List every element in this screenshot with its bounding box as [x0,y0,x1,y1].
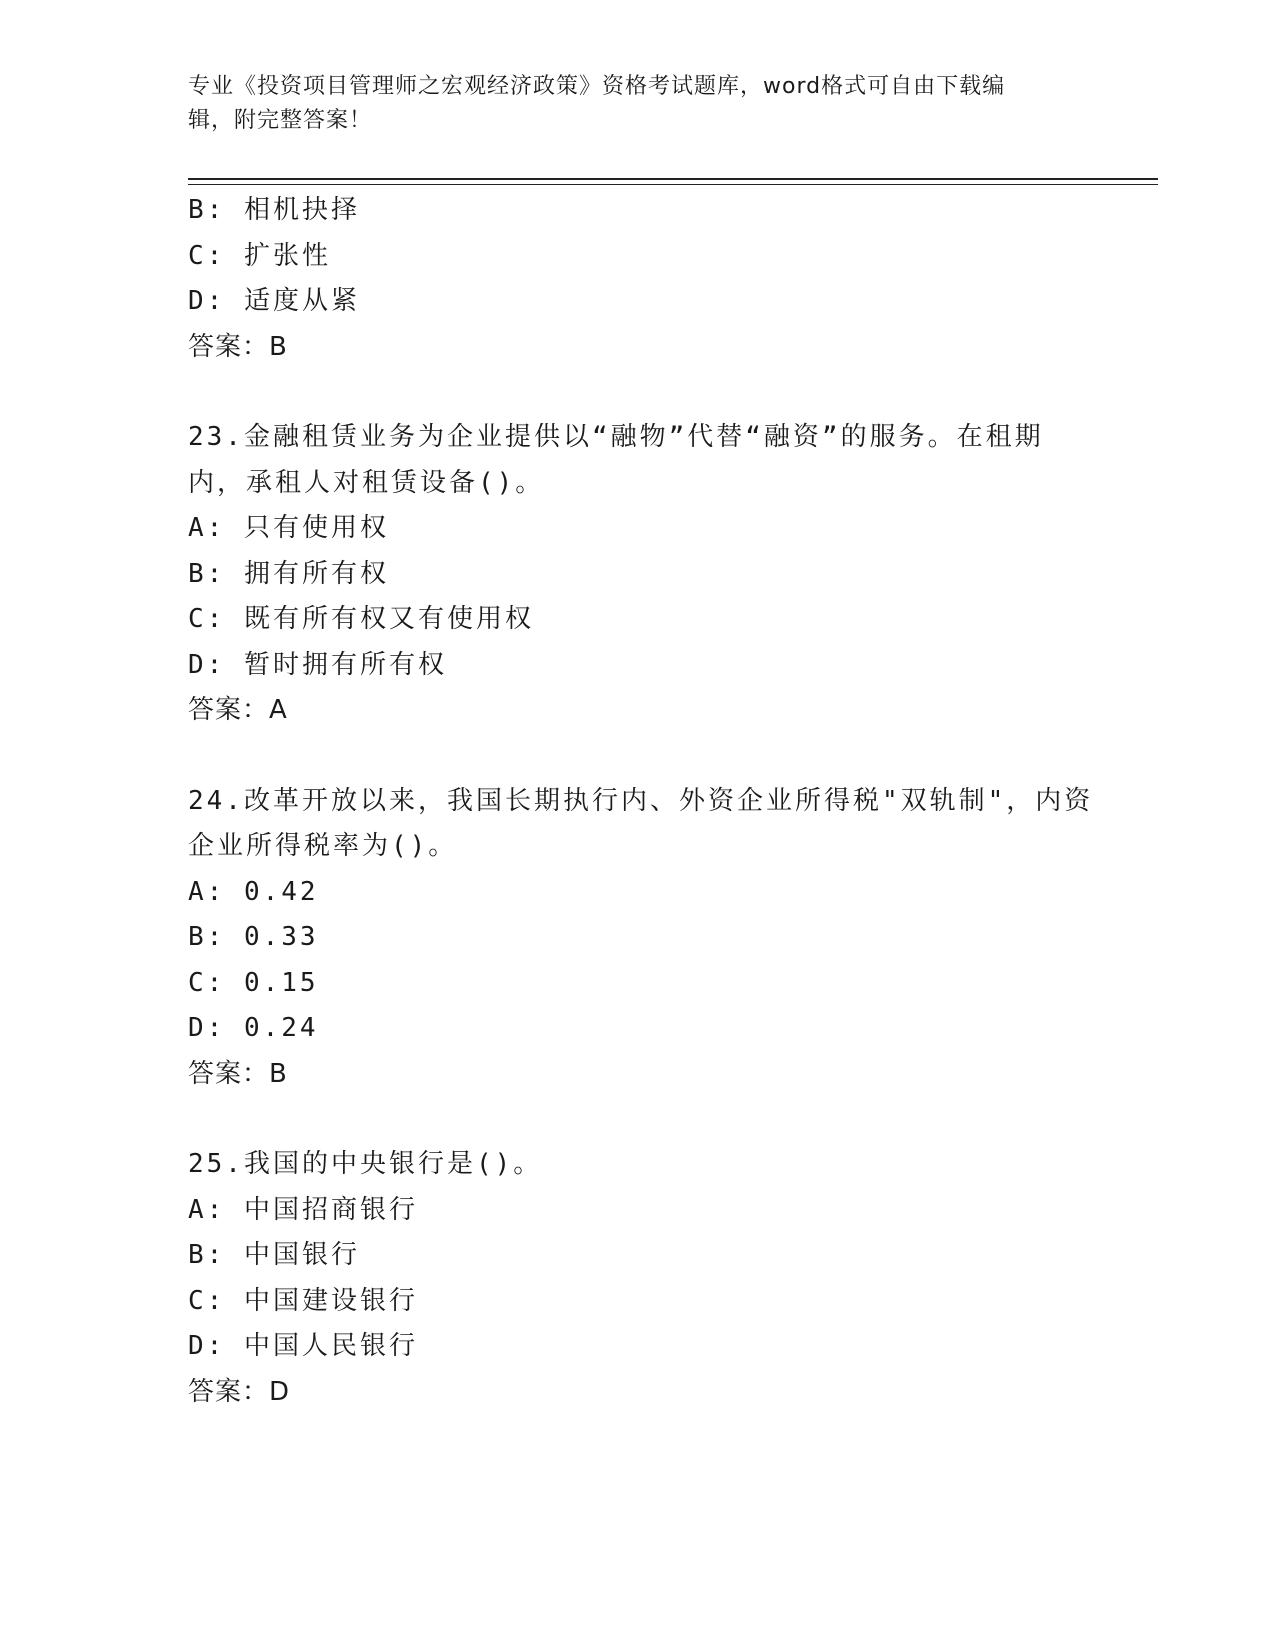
question-content [188,188,1094,1415]
option-b: B: 拥有所有权 [188,558,389,589]
question-23 [188,415,1088,734]
option-a: A: 只有使用权 [188,513,389,543]
continued-question [188,188,1088,370]
question-25 [188,1142,1088,1415]
answer-line: 答案：B [188,1058,288,1089]
header-line-2: 辑，附完整答案！ [188,108,373,133]
question-text-line: 24.改革开放以来，我国长期执行内、外资企业所得税"双轨制"，内资 [188,785,1094,816]
question-text-line: 25.我国的中央银行是()。 [188,1149,543,1179]
option-c: C: 扩张性 [188,240,331,271]
option-d: D: 中国人民银行 [188,1331,418,1361]
option-b: B: 0.33 [188,922,319,952]
header-line-1: 专业《投资项目管理师之宏观经济政策》资格考试题库，word格式可自由下载编 [188,74,1006,99]
option-d: D: 暂时拥有所有权 [188,649,447,680]
option-c: C: 0.15 [188,967,319,998]
option-d: D: 适度从紧 [188,286,360,316]
document-header [188,70,1088,138]
option-d: D: 0.24 [188,1013,319,1043]
question-24 [188,779,1094,1098]
option-a: A: 0.42 [188,876,319,907]
header-rule-thin [188,184,1158,185]
option-b: B: 中国银行 [188,1240,360,1270]
option-a: A: 中国招商银行 [188,1194,418,1225]
option-b: B: 相机抉择 [188,195,360,225]
answer-line: 答案：A [188,695,288,725]
question-text-line: 内，承租人对租赁设备()。 [188,467,545,498]
header-rule-thick [188,178,1158,180]
answer-line: 答案：D [188,1376,291,1407]
option-c: C: 既有所有权又有使用权 [188,604,534,634]
question-text-line: 企业所得税率为()。 [188,831,458,861]
question-text-line: 23.金融租赁业务为企业提供以“融物”代替“融资”的服务。在租期 [188,422,1044,452]
answer-line: 答案：B [188,331,288,362]
option-c: C: 中国建设银行 [188,1285,418,1316]
